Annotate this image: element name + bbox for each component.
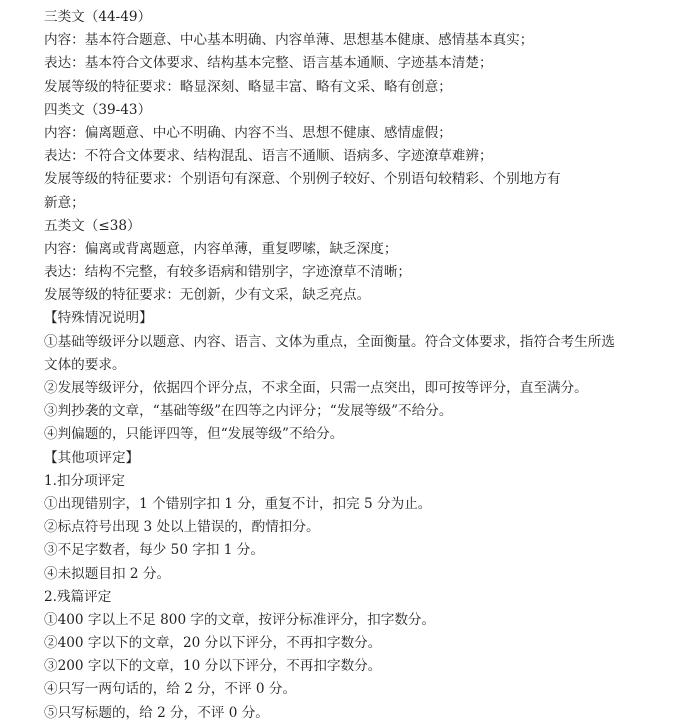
class-four-expression: 表达：不符合文体要求、结构混乱、语言不通顺、语病多、字迹潦草难辨； [44,148,493,165]
class-five-development: 发展等级的特征要求：无创新，少有文采，缺乏亮点。 [44,287,371,304]
special-case-1-continued: 文体的要求。 [44,356,126,373]
heading-class-four: 四类文（39-43） [44,101,152,118]
deduction-3: ③不足字数者，每少 50 字扣 1 分。 [44,542,264,559]
heading-class-five: 五类文（≤38） [44,217,141,234]
incomplete-5: ⑤只写标题的，给 2 分，不评 0 分。 [44,704,269,721]
incomplete-4: ④只写一两句话的，给 2 分，不评 0 分。 [44,681,297,698]
class-four-development-continued: 新意； [44,194,85,211]
document-body [44,6,684,725]
heading-class-three: 三类文（44-49） [44,9,152,25]
incomplete-2: ②400 字以下的文章，20 分以下评分，不再扣字数分。 [44,635,382,652]
heading-other-items: 【其他项评定】 [44,449,140,466]
class-three-content: 内容：基本符合题意、中心基本明确、内容单薄、思想基本健康、感情基本真实； [44,32,534,49]
special-case-2: ②发展等级评分，依据四个评分点，不求全面，只需一点突出，即可按等评分，直至满分。 [44,380,588,396]
class-five-content: 内容：偏离或背离题意，内容单薄，重复啰嗦，缺乏深度； [44,240,398,257]
subheading-deductions: 1.扣分项评定 [44,472,125,489]
subheading-incomplete-essays: 2.残篇评定 [44,588,112,605]
class-five-expression: 表达：结构不完整，有较多语病和错别字，字迹潦草不清晰； [44,264,412,281]
special-case-3: ③判抄袭的文章，“基础等级”在四等之内评分；“发展等级”不给分。 [44,403,453,420]
incomplete-1: ①400 字以上不足 800 字的文章，按评分标准评分，扣字数分。 [44,611,436,628]
class-four-development: 发展等级的特征要求：个别语句有深意、个别例子较好、个别语句较精彩、个别地方有 [44,171,561,188]
deduction-4: ④未拟题目扣 2 分。 [44,565,171,582]
special-case-1: ①基础等级评分以题意、内容、语言、文体为重点，全面衡量。符合文体要求，指符合考生所选 [44,333,615,350]
class-three-development: 发展等级的特征要求：略显深刻、略显丰富、略有文采、略有创意； [44,78,452,95]
class-four-content: 内容：偏离题意、中心不明确、内容不当、思想不健康、感情虚假； [44,124,452,141]
special-case-4: ④判偏题的，只能评四等，但“发展等级”不给分。 [44,426,344,443]
deduction-2: ②标点符号出现 3 处以上错误的，酌情扣分。 [44,519,320,536]
deduction-1: ①出现错别字，1 个错别字扣 1 分，重复不计，扣完 5 分为止。 [44,495,432,512]
class-three-expression: 表达：基本符合文体要求、结构基本完整、语言基本通顺、字迹基本清楚； [44,55,493,72]
incomplete-3: ③200 字以下的文章，10 分以下评分，不再扣字数分。 [44,658,382,675]
heading-special-cases: 【特殊情况说明】 [44,310,153,327]
